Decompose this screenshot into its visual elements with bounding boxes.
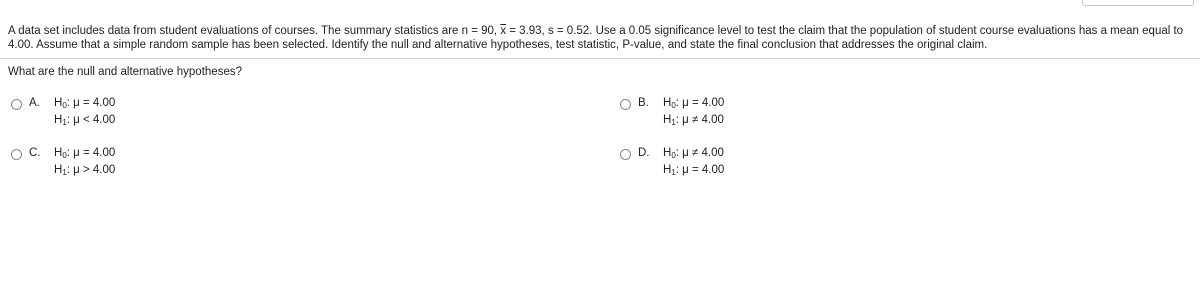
alternative-hypothesis	[663, 112, 724, 129]
problem-text-part1: A data set includes data from student evaluations of courses. The summary statistics are n = 90,	[8, 25, 501, 37]
alternative-hypothesis	[54, 162, 115, 179]
option-b[interactable]	[620, 97, 724, 129]
h-label: H	[663, 164, 672, 176]
h-expression: : μ < 4.00	[66, 114, 116, 126]
null-hypothesis	[54, 145, 115, 162]
h-label: H	[54, 147, 63, 159]
option-letter: B.	[638, 97, 649, 109]
h-subscript: 1	[671, 168, 676, 177]
radio-button-d[interactable]	[620, 149, 631, 160]
h-subscript: 1	[671, 118, 676, 127]
option-a[interactable]	[11, 97, 115, 129]
option-c[interactable]	[11, 147, 115, 179]
h-subscript: 1	[62, 118, 67, 127]
option-letter: A.	[29, 97, 40, 109]
radio-button-a[interactable]	[11, 99, 22, 110]
alternative-hypothesis	[663, 162, 724, 179]
divider	[0, 58, 1200, 59]
h-expression: : μ > 4.00	[66, 164, 116, 176]
radio-button-c[interactable]	[11, 149, 22, 160]
radio-button-b[interactable]	[620, 99, 631, 110]
hypotheses	[663, 95, 724, 129]
xbar-symbol: $\overline{x}$	[500, 25, 507, 37]
hypotheses	[54, 95, 115, 129]
h-label: H	[663, 147, 672, 159]
h-label: H	[54, 114, 63, 126]
h-subscript: 0	[671, 101, 676, 110]
option-letter: C.	[29, 147, 41, 159]
problem-statement	[8, 24, 1194, 52]
problem-text-part2: = 3.93, s = 0.52. Use a 0.05 significance level to test the claim that the population of student course evaluations has a mean equal to 4.00. Assume that a simple random sample has been selected. Identify the null and alternative hypotheses, test statistic, P-value, and state the final conclusion that addresses the original claim.	[8, 25, 1184, 51]
h-subscript: 0	[62, 101, 67, 110]
h-label: H	[54, 97, 63, 109]
hypotheses	[54, 145, 115, 179]
h-subscript: 1	[62, 168, 67, 177]
question-prompt: What are the null and alternative hypotheses?	[8, 66, 242, 78]
hypotheses	[663, 145, 724, 179]
option-d[interactable]	[620, 147, 724, 179]
alternative-hypothesis	[54, 112, 115, 129]
null-hypothesis	[663, 95, 724, 112]
null-hypothesis	[54, 95, 115, 112]
h-subscript: 0	[671, 151, 676, 160]
h-expression: : μ = 4.00	[675, 164, 725, 176]
h-label: H	[663, 114, 672, 126]
null-hypothesis	[663, 145, 724, 162]
h-label: H	[54, 164, 63, 176]
h-expression: : μ = 4.00	[675, 97, 725, 109]
h-expression: : μ = 4.00	[66, 147, 116, 159]
h-expression: : μ = 4.00	[66, 97, 116, 109]
option-letter: D.	[638, 147, 650, 159]
h-label: H	[663, 97, 672, 109]
h-expression: : μ ≠ 4.00	[675, 147, 724, 159]
h-subscript: 0	[62, 151, 67, 160]
top-right-button[interactable]	[1082, 0, 1194, 6]
h-expression: : μ ≠ 4.00	[675, 114, 724, 126]
